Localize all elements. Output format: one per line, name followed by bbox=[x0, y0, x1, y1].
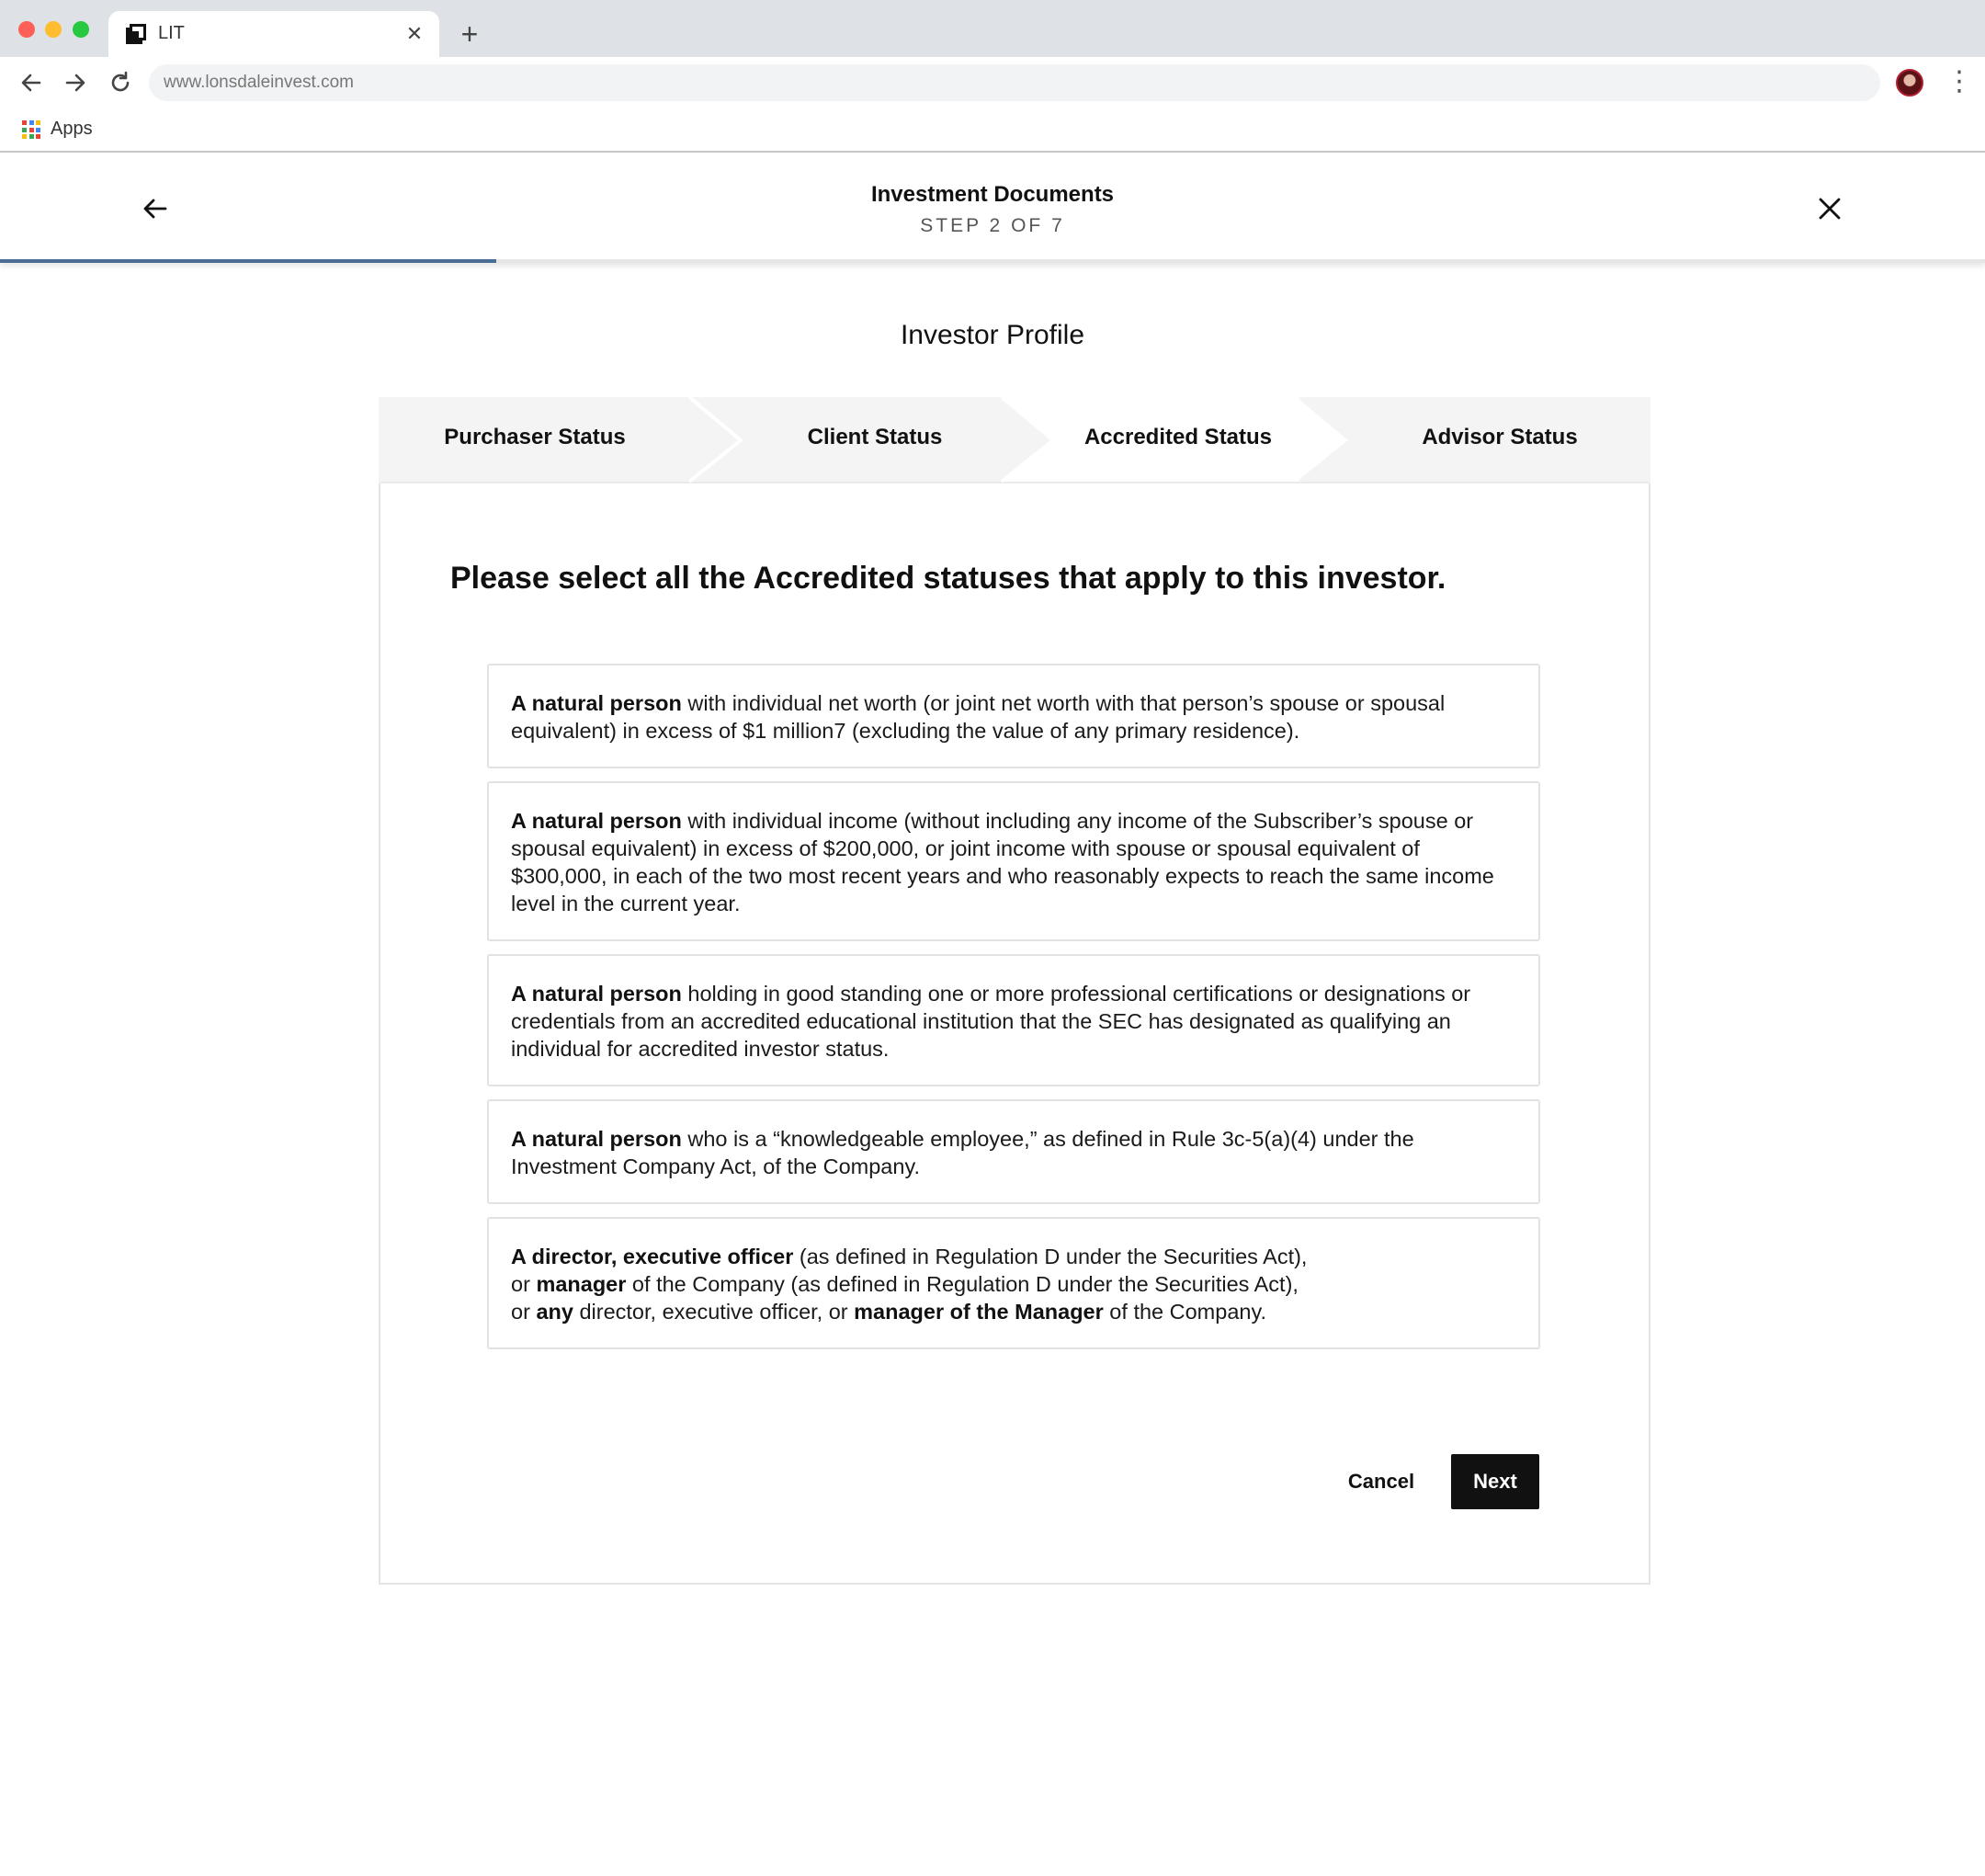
step-accredited-status[interactable]: Accredited Status bbox=[1083, 425, 1273, 449]
window-close-dot[interactable] bbox=[18, 21, 35, 38]
cancel-button[interactable]: Cancel bbox=[1347, 1470, 1415, 1493]
step-client-status[interactable]: Client Status bbox=[807, 425, 943, 449]
option-emphasis: A natural person bbox=[511, 809, 682, 833]
reload-icon[interactable] bbox=[104, 66, 137, 99]
bookmark-apps[interactable]: Apps bbox=[51, 119, 93, 139]
option-emphasis: manager of the Manager bbox=[854, 1300, 1104, 1324]
option-text: with individual income (without including any income of the Subscriber’s spouse or spousal equivalent) in excess of $200,000, or joint income with spouse or spousal equivalent of $300,000, in each of the two most recent years and who reasonably expects to reach the same income level in the current year. bbox=[511, 809, 1494, 915]
option-text: who is a “knowledgeable employee,” as defined in Rule 3c-5(a)(4) under the Investment Company Act, of the Company. bbox=[511, 1127, 1414, 1178]
option-text: or bbox=[511, 1272, 537, 1296]
arrow-left-icon[interactable] bbox=[15, 66, 48, 99]
progress-bar bbox=[0, 259, 1985, 263]
page-header-title: Investment Documents bbox=[870, 182, 1115, 207]
url-text: www.lonsdaleinvest.com bbox=[164, 73, 354, 92]
browser-toolbar bbox=[0, 57, 1985, 108]
step-advisor-status[interactable]: Advisor Status bbox=[1422, 425, 1578, 449]
option-emphasis: A natural person bbox=[511, 691, 682, 715]
lit-logo-icon bbox=[125, 23, 147, 45]
close-icon[interactable]: ✕ bbox=[405, 22, 424, 45]
avatar[interactable] bbox=[1896, 69, 1923, 97]
next-button[interactable]: Next bbox=[1451, 1454, 1539, 1509]
option-emphasis: A director, executive officer bbox=[511, 1245, 794, 1268]
close-icon[interactable] bbox=[1812, 191, 1847, 226]
bookmarks-bar bbox=[0, 108, 1985, 153]
arrow-right-icon[interactable] bbox=[59, 66, 92, 99]
option-emphasis: A natural person bbox=[511, 1127, 682, 1151]
option-text: director, executive officer, or bbox=[573, 1300, 855, 1324]
step-indicator: STEP 2 OF 7 bbox=[920, 215, 1065, 236]
window-minimize-dot[interactable] bbox=[45, 21, 62, 38]
accredited-option-4[interactable] bbox=[487, 1099, 1540, 1204]
option-emphasis: A natural person bbox=[511, 982, 682, 1006]
accredited-option-2[interactable] bbox=[487, 781, 1540, 941]
tab-title: LIT bbox=[158, 23, 185, 43]
window-zoom-dot[interactable] bbox=[73, 21, 89, 38]
form-card bbox=[379, 483, 1650, 1585]
plus-icon[interactable]: + bbox=[460, 17, 479, 51]
option-text: of the Company (as defined in Regulation D under the Securities Act), bbox=[626, 1272, 1299, 1296]
kebab-menu-icon[interactable]: ⋮ bbox=[1945, 66, 1973, 97]
step-purchaser-status[interactable]: Purchaser Status bbox=[444, 425, 626, 449]
accredited-option-3[interactable] bbox=[487, 954, 1540, 1086]
browser-tab[interactable] bbox=[108, 11, 439, 57]
accredited-option-1[interactable] bbox=[487, 664, 1540, 768]
page-title: Investor Profile bbox=[900, 320, 1085, 350]
apps-grid-icon[interactable] bbox=[22, 120, 40, 139]
form-question: Please select all the Accredited statuses that apply to this investor. bbox=[450, 561, 1446, 596]
option-text: or bbox=[511, 1300, 537, 1324]
option-text: with individual net worth (or joint net worth with that person’s spouse or spousal equivalent) in excess of $1 million7 (excluding the value of any primary residence). bbox=[511, 691, 1446, 743]
option-text: of the Company. bbox=[1103, 1300, 1266, 1324]
accredited-option-5[interactable] bbox=[487, 1217, 1540, 1349]
progress-bar-fill bbox=[0, 259, 496, 263]
option-emphasis: any bbox=[536, 1300, 573, 1324]
app-header bbox=[0, 154, 1985, 263]
option-text: (as defined in Regulation D under the Securities Act), bbox=[793, 1245, 1308, 1268]
address-bar[interactable] bbox=[149, 64, 1880, 101]
status-steps bbox=[379, 397, 1650, 483]
option-emphasis: manager bbox=[536, 1272, 627, 1296]
option-text: holding in good standing one or more professional certifications or designations or credentials from an accredited educational institution that the SEC has designated as qualifying an individual for accredited investor status. bbox=[511, 982, 1471, 1061]
browser-tab-bar bbox=[0, 0, 1985, 57]
